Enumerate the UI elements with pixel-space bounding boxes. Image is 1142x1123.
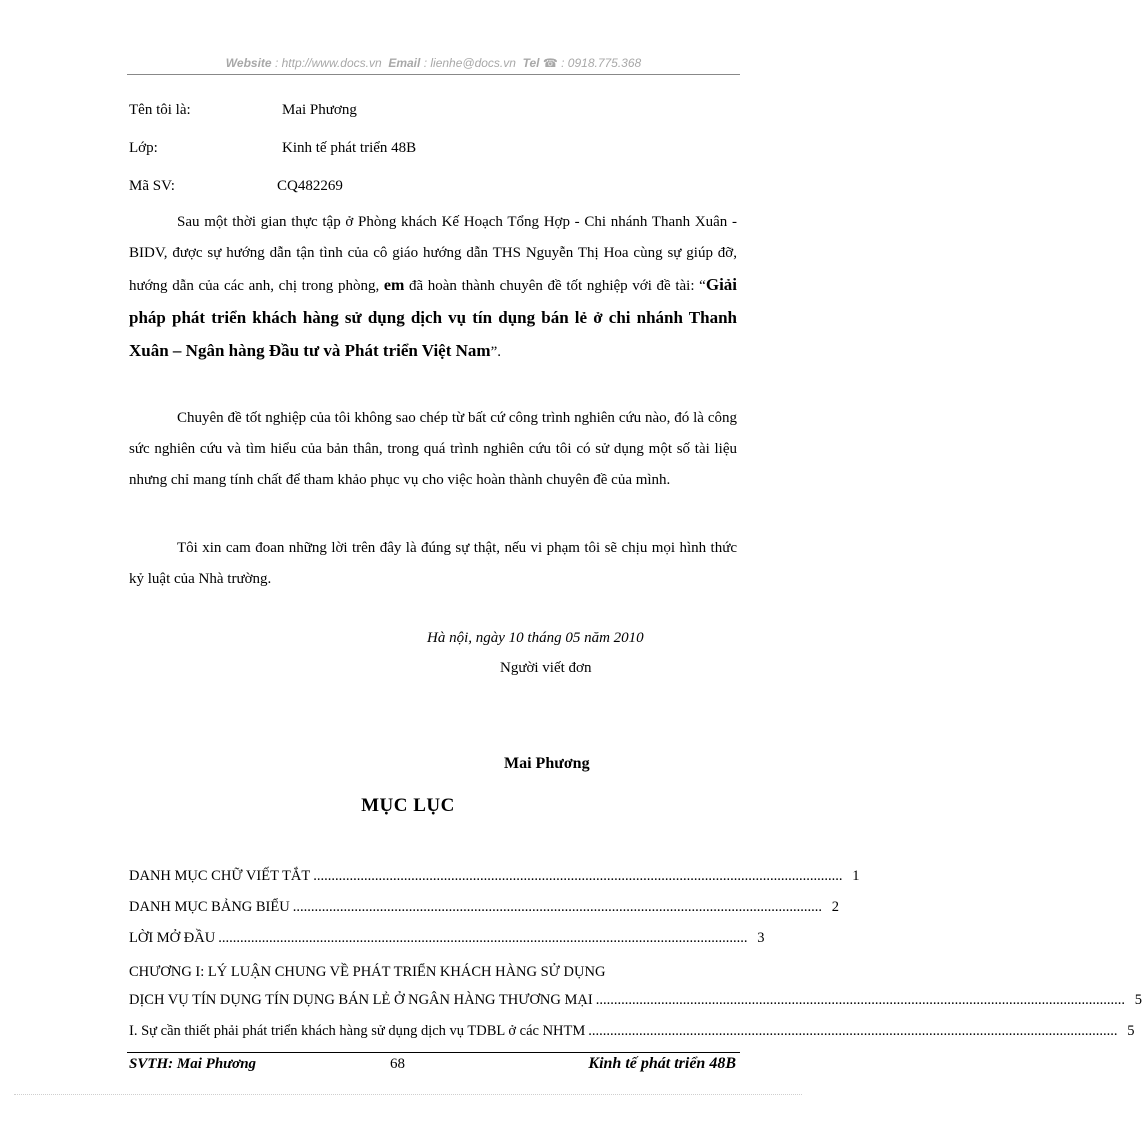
website-label: Website: [225, 56, 272, 70]
tel-value: ☎ : 0918.775.368: [542, 56, 642, 70]
toc-section1-page: 5: [1127, 1023, 1135, 1039]
name-value: Mai Phương: [282, 102, 357, 118]
paragraph-commitment: Tôi xin cam đoan những lời trên đây là đúng sự thật, nếu vi phạm tôi sẽ chịu mọi hình thức kỷ luật của Nhà trường.: [129, 540, 737, 587]
toc-entry-chapter1[interactable]: [129, 992, 1142, 1014]
toc-entry-page: 3: [757, 930, 765, 946]
info-class-row: [129, 138, 529, 158]
toc-entry-text: DANH MỤC BẢNG BIỂU: [129, 899, 290, 915]
signature-role: Người viết đơn: [500, 660, 592, 676]
website-value[interactable]: : http://www.docs.vn: [274, 56, 382, 70]
paragraph1-text-before: Sau một thời gian thực tập ở Phòng khách Kế Hoạch Tổng Hợp - Chi nhánh Thanh Xuân - BIDV, được sự hướng dẫn tận tình của cô giáo hướng dẫn THS Nguyễn Thị Hoa cùng sự giúp đỡ, hướng dẫn của các anh, chị trong phòng,: [129, 214, 737, 294]
toc-entry-text: DANH MỤC CHỮ VIẾT TẮT: [129, 868, 311, 884]
toc-entry[interactable]: [129, 868, 860, 890]
toc-leader: ..................................................................................................................................................: [218, 930, 748, 946]
footer-page-number: 68: [390, 1056, 405, 1072]
toc-entry-section1[interactable]: [129, 1023, 1135, 1045]
toc-leader: ..................................................................................................................................................: [313, 868, 843, 884]
info-name-row: [129, 100, 529, 120]
toc-entry-page: 2: [831, 899, 839, 915]
paragraph1-em: em: [383, 277, 405, 294]
signature-date: Hà nội, ngày 10 tháng 05 năm 2010: [427, 630, 644, 646]
toc-chapter1-line1[interactable]: CHƯƠNG I: LÝ LUẬN CHUNG VỀ PHÁT TRIỂN KHÁCH HÀNG SỬ DỤNG: [129, 964, 606, 980]
name-label: Tên tôi là:: [129, 102, 191, 118]
toc-section1-text: I. Sự cần thiết phải phát triển khách hàng sử dụng dịch vụ TDBL ở các NHTM: [129, 1023, 586, 1039]
paragraph1-text-mid: đã hoàn thành chuyên đề tốt nghiệp với đề tài: “: [408, 278, 706, 294]
page-bottom-border: [14, 1094, 802, 1095]
toc-leader: ..................................................................................................................................................: [588, 1023, 1118, 1039]
footer-author: SVTH: Mai Phương: [129, 1056, 257, 1072]
footer-program: Kinh tế phát triển 48B: [588, 1055, 736, 1072]
email-label: Email: [388, 56, 421, 70]
signature-name: Mai Phương: [504, 755, 590, 772]
thesis-title: Giải pháp phát triển khách hàng sử dụng dịch vụ tín dụng bán lẻ ở chi nhánh Thanh Xuân – Ngân hàng Đầu tư và Phát triển Việt Nam: [129, 275, 738, 360]
paragraph-originality: Chuyên đề tốt nghiệp của tôi không sao chép từ bất cứ công trình nghiên cứu nào, đó là công sức nghiên cứu và tìm hiểu của bản thân, trong quá trình nghiên cứu tôi có sử dụng một số tài liệu nhưng chỉ mang tính chất để tham khảo phục vụ cho việc hoàn thành chuyên đề của mình.: [129, 410, 737, 488]
toc-leader: ..................................................................................................................................................: [292, 899, 822, 915]
toc-chapter1-page: 5: [1134, 992, 1142, 1008]
paragraph-statement: [129, 207, 737, 368]
email-value[interactable]: : lienhe@docs.vn: [423, 56, 516, 70]
header-divider: [127, 74, 740, 75]
toc-entry[interactable]: [129, 930, 765, 952]
id-value: CQ482269: [277, 178, 343, 194]
toc-entry[interactable]: [129, 899, 839, 921]
toc-title: MỤC LỤC: [361, 795, 455, 816]
toc-leader: ..................................................................................................................................................: [595, 992, 1125, 1008]
toc-entry-text: LỜI MỞ ĐẦU: [129, 930, 216, 946]
paragraph1-text-after: ”.: [490, 344, 501, 360]
tel-label: Tel: [522, 56, 540, 70]
info-id-row: [129, 176, 529, 196]
footer-divider: [127, 1052, 740, 1053]
class-value: Kinh tế phát triển 48B: [282, 140, 417, 156]
toc-chapter1-line2: DỊCH VỤ TÍN DỤNG TÍN DỤNG BÁN LẺ Ở NGÂN HÀNG THƯƠNG MẠI: [129, 992, 593, 1008]
page-header: [127, 56, 740, 74]
class-label: Lớp:: [129, 140, 158, 156]
id-label: Mã SV:: [129, 178, 175, 194]
toc-entry-page: 1: [852, 868, 860, 884]
